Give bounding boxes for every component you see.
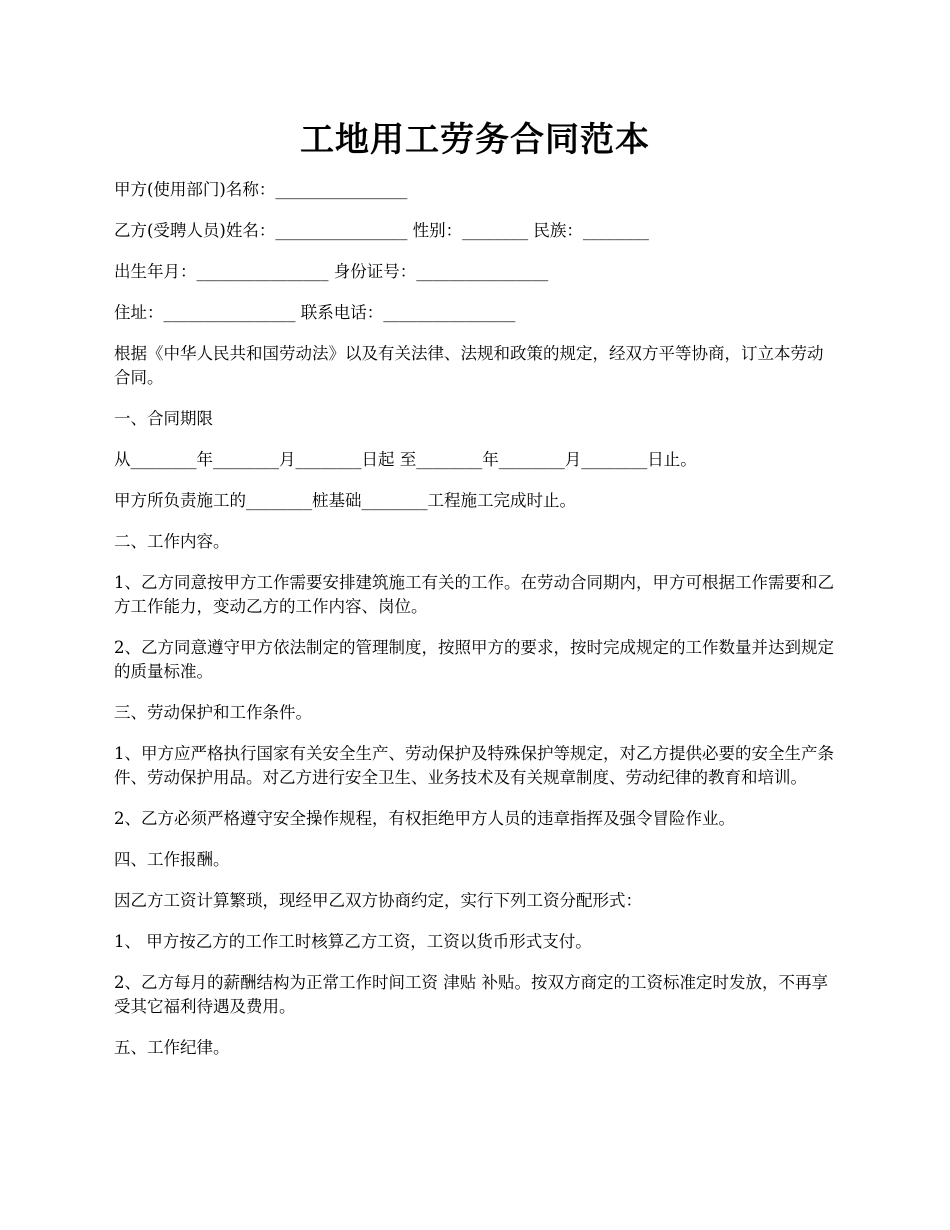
term-completion-line: 甲方所负责施工的________桩基础________工程施工完成时止。	[114, 491, 576, 510]
section-heading-work-content: 二、工作内容。	[114, 532, 230, 551]
document-body	[114, 178, 838, 1077]
birth-id-line: 出生年月：________________ 身份证号：________________	[114, 262, 549, 281]
party-a-name-line: 甲方(使用部门)名称：________________	[114, 180, 408, 199]
term-dates-line: 从________年________月________日起 至________年________月________日止。	[114, 450, 697, 469]
remuneration-clause-1: 1、 甲方按乙方的工作工时核算乙方工资，工资以货币形式支付。	[114, 932, 592, 951]
section-heading-remuneration: 四、工作报酬。	[114, 850, 230, 869]
section-heading-discipline: 五、工作纪律。	[114, 1038, 230, 1057]
preamble-paragraph: 根据《中华人民共和国劳动法》以及有关法律、法规和政策的规定，经双方平等协商，订立本劳动合同。	[114, 344, 824, 387]
work-content-clause-1: 1、乙方同意按甲方工作需要安排建筑施工有关的工作。在劳动合同期内，甲方可根据工作需要和乙方工作能力，变动乙方的工作内容、岗位。	[114, 573, 834, 616]
document-title: 工地用工劳务合同范本	[300, 120, 650, 160]
party-b-info-line: 乙方(受聘人员)姓名：________________ 性别：________ 民族：________	[114, 221, 649, 240]
protection-clause-2: 2、乙方必须严格遵守安全操作规程，有权拒绝甲方人员的违章指挥及强令冒险作业。	[114, 809, 735, 828]
remuneration-clause-2: 2、乙方每月的薪酬结构为正常工作时间工资 津贴 补贴。按双方商定的工资标准定时发放，不再享受其它福利待遇及费用。	[114, 973, 828, 1016]
protection-clause-1: 1、甲方应严格执行国家有关安全生产、劳动保护及特殊保护等规定，对乙方提供必要的安全生产条件、劳动保护用品。对乙方进行安全卫生、业务技术及有关规章制度、劳动纪律的教育和培训。	[114, 744, 834, 787]
remuneration-intro: 因乙方工资计算繁琐，现经甲乙双方协商约定，实行下列工资分配形式：	[114, 891, 642, 910]
section-heading-protection: 三、劳动保护和工作条件。	[114, 703, 312, 722]
work-content-clause-2: 2、乙方同意遵守甲方依法制定的管理制度，按照甲方的要求，按时完成规定的工作数量并达到规定的质量标准。	[114, 638, 834, 681]
address-phone-line: 住址：________________ 联系电话：________________	[114, 303, 516, 322]
section-heading-term: 一、合同期限	[114, 409, 213, 428]
